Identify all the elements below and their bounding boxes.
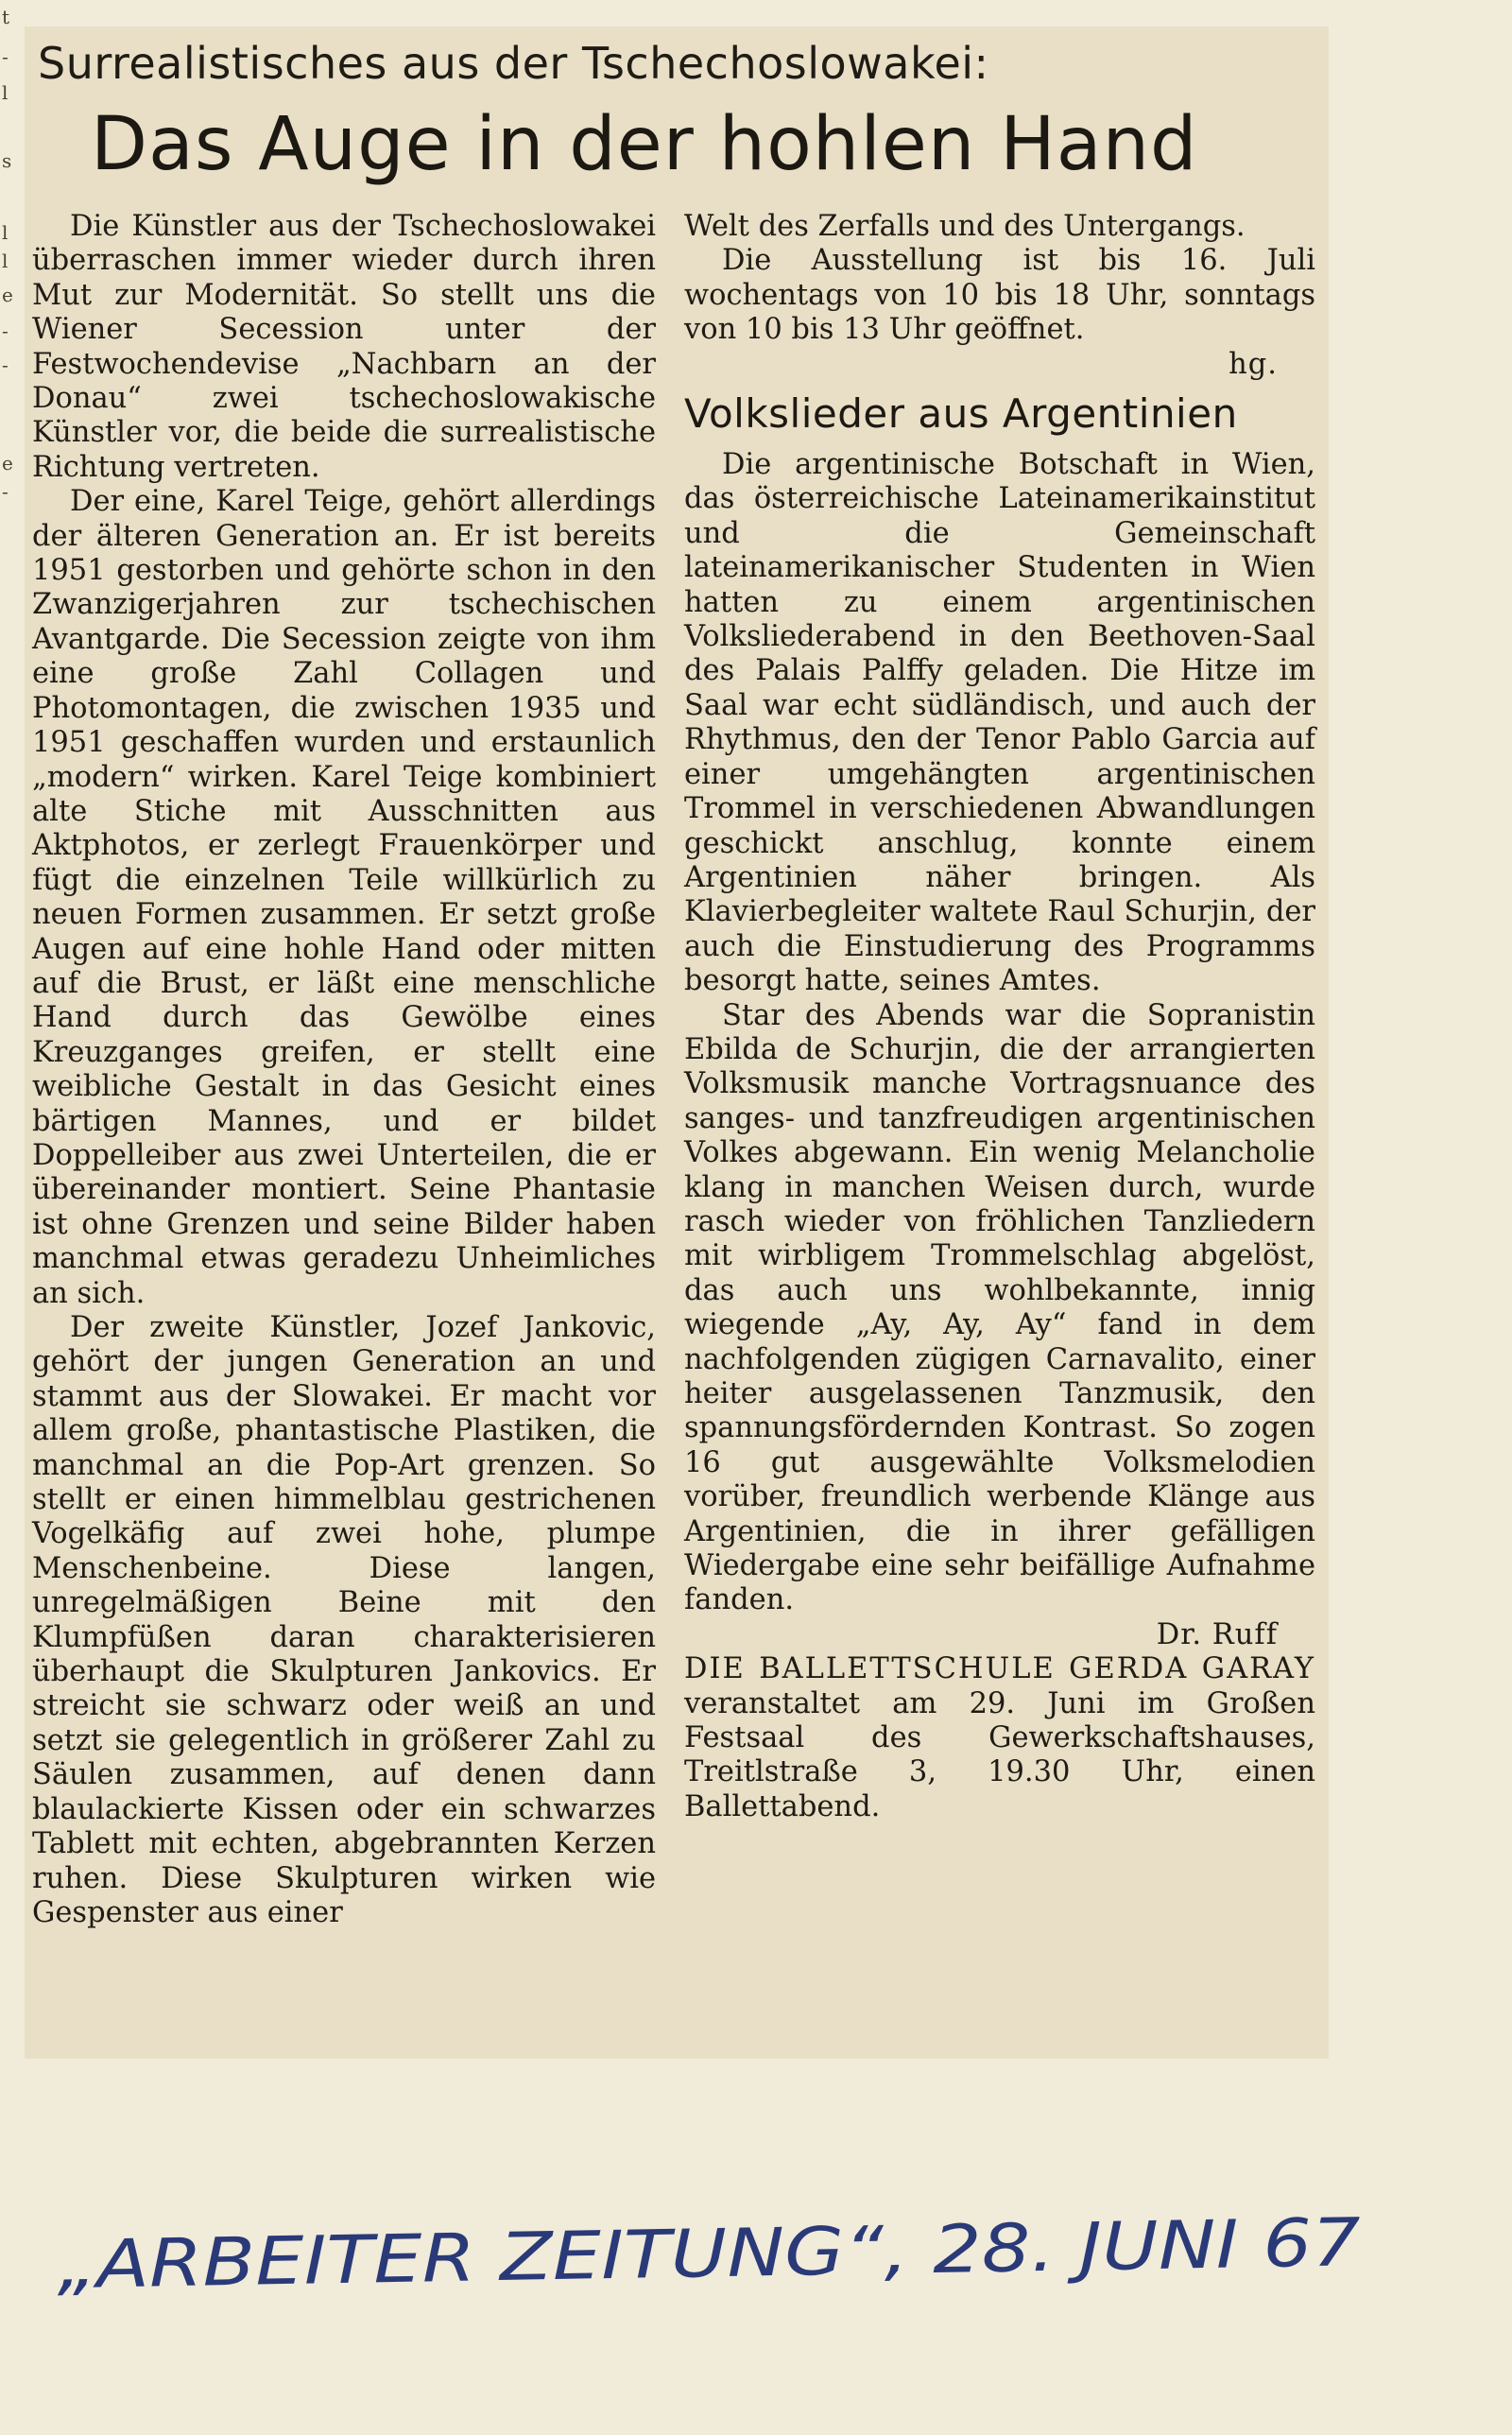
handwriting-drawing xyxy=(57,2202,1380,2306)
left-edge-cut-letters xyxy=(0,0,15,503)
article-paragraph: Welt des Zerfalls und des Untergangs. xyxy=(684,210,1246,243)
edge-mark: - xyxy=(2,319,9,342)
article-paragraph: Die Künstler aus der Tschechoslowakei überraschen immer wieder durch ihren Mut zur Modernität. So stellt uns die Wiener Secession unter der Festwochendevise „Nachbarn an der Donau“ zwei tschechoslowakische Künstler vor, die beide die surrealistische Richtung vertreten. xyxy=(32,210,656,484)
article-paragraph: Der eine, Karel Teige, gehört allerdings der älteren Generation an. Er ist bereits 1951 gestorben und gehörte schon in den Zwanzigerjahren zur tschechischen Avantgarde. Die Secession zeigte von ihm eine große Zahl Collagen und Photomontagen, die zwischen 1935 und 1951 geschaffen wurden und erstaunlich „modern“ wirken. Karel Teige kombiniert alte Stiche mit Ausschnitten aus Aktphotos, er zerlegt Frauenkörper und fügt die einzelnen Teile willkürlich zu neuen Formen zusammen. Er setzt große Augen auf eine hohle Hand oder mitten auf die Brust, er läßt eine menschliche Hand durch das Gewölbe eines Kreuzganges greifen, er stellt eine weibliche Gestalt in das Gesicht eines bärtigen Mannes, und er bildet Doppelleiber aus zwei Unterteilen, die er übereinander montiert. Seine Phantasie ist ohne Grenzen und seine Bilder haben manchmal etwas geradezu Unheimliches an sich. xyxy=(32,485,656,1310)
main-headline: Das Auge in der hohlen Hand xyxy=(91,102,1198,187)
article-paragraph: Star des Abends war die Sopranistin Ebilda de Schurjin, die der arrangierten Volksmusik manche Vortragsnuance des sanges- und tanzfreudigen argentinischen Volkes abgewann. Ein wenig Melancholie klang in manchen Weisen durch, wurde rasch wieder von fröhlichen Tanzliedern mit wirbligem Trommelschlag abgelöst, das auch uns wohlbekannte, innig wiegende „Ay, Ay, Ay“ fand in dem nachfolgenden zügigen Carnavalito, einer heiter ausgelassenen Tanzmusik, den spannungsfördernden Kontrast. So zogen 16 gut ausgewählte Volksmelodien vorüber, freundlich werbende Klänge aus Argentinien, die in ihrer gefälligen Wiedergabe eine sehr beifällige Aufnahme fanden. xyxy=(684,998,1315,1617)
kicker-headline: Surrealistisches aus der Tschechoslowakei: xyxy=(38,38,989,89)
notice-lead: DIE BALLETTSCHULE GERDA GARAY xyxy=(684,1652,1315,1686)
author-signature: Dr. Ruff xyxy=(1156,1617,1278,1651)
notice-text: veranstaltet am 29. Juni im Großen Festsaal des Gewerkschaftshauses, Treitlstraße 3, 19.30 Uhr, einen Ballettabend. xyxy=(684,1686,1315,1823)
edge-mark: l xyxy=(2,81,9,104)
left-column xyxy=(32,210,656,1930)
edge-mark: s xyxy=(2,149,12,172)
author-signature: hg. xyxy=(1228,347,1278,381)
edge-mark: e xyxy=(2,452,13,475)
right-column xyxy=(684,210,1315,1824)
article-paragraph: Die argentinische Botschaft in Wien, das österreichische Lateinamerikainstitut und die Gemeinschaft lateinamerikanischer Studenten in Wien hatten zu einem argentinischen Volksliederabend in den Beethoven-Saal des Palais Palffy geladen. Die Hitze im Saal war echt südländisch, und auch der Rhythmus, den der Tenor Pablo Garcia auf einer umgehängten argentinischen Trommel in verschiedenen Abwandlungen geschickt anschlug, konnte einem Argentinien näher bringen. Als Klavierbegleiter waltete Raul Schurjin, der auch die Einstudierung des Programms besorgt hatte, seines Amtes. xyxy=(684,448,1315,998)
notice-paragraph xyxy=(684,1652,1315,1824)
edge-mark: - xyxy=(2,480,9,503)
edge-mark: - xyxy=(2,354,9,376)
edge-mark: t xyxy=(2,6,10,28)
edge-mark: l xyxy=(2,221,9,244)
sub-headline: Volkslieder aus Argentinien xyxy=(684,390,1238,438)
edge-mark: - xyxy=(2,45,9,68)
article-paragraph: Die Ausstellung ist bis 16. Juli wochentags von 10 bis 18 Uhr, sonntags von 10 bis 13 Uhr geöffnet. xyxy=(684,244,1315,347)
edge-mark: e xyxy=(2,284,13,306)
article-paragraph: Der zweite Künstler, Jozef Jankovic, gehört der jungen Generation an und stammt aus der Slowakei. Er macht vor allem große, phantastische Plastiken, die manchmal an die Pop-Art grenzen. So stellt er einen himmelblau gestrichenen Vogelkäfig auf zwei hohe, plumpe Menschenbeine. Diese langen, unregelmäßigen Beine mit den Klumpfüßen daran charakterisieren überhaupt die Skulpturen Jankovics. Er streicht sie schwarz oder weiß an und setzt sie gelegentlich in größerer Zahl zu Säulen zusammen, auf denen dann blaulackierte Kissen oder ein schwarzes Tablett mit echten, abgebrannten Kerzen ruhen. Diese Skulpturen wirken wie Gespenster aus einer xyxy=(32,1311,656,1929)
edge-mark: l xyxy=(2,250,9,272)
handwritten-text: „ARBEITER ZEITUNG“, 28. JUNI 67 xyxy=(57,2206,1180,2305)
handwritten-source-note xyxy=(57,2202,1380,2306)
